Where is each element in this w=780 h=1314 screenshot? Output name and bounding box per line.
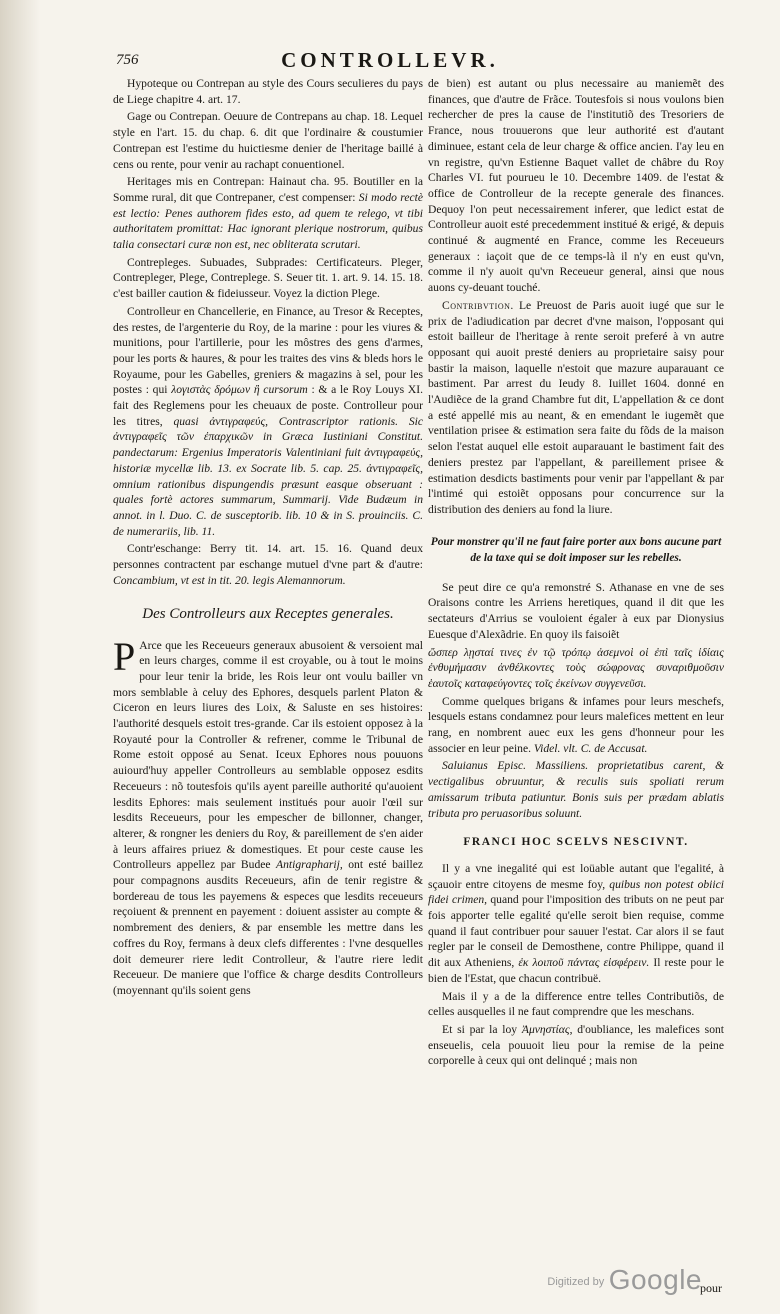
- paragraph-inegalite: [428, 861, 724, 987]
- subheading-rebelles: Pour monstrer qu'il ne faut faire porter aux bons aucune part de la taxe qui se doit imposer sur les rebelles.: [430, 535, 722, 564]
- text-span: Il y a vne inegalité qui est loüable autant que l'egalité, à sçauoir entre citoyens de mesme foy,: [428, 861, 724, 891]
- paragraph-brigans: [428, 694, 724, 757]
- google-logo: Google: [608, 1264, 702, 1295]
- paragraph-saluianus: Saluianus Episc. Massiliens. proprietatibus carent, & vectigalibus obruuntur, & reculis suis spoliati rerum amissarum tributa patiuntur. Bonis suis per prædam ablatis tributa pro peruasoribus soluunt.: [428, 759, 724, 820]
- latin-quote: Antigrapharij,: [276, 858, 343, 872]
- text-span: , d'oubliance, les malefices sont enseuelis, cela pouuoit lieu pour la remise de la peine corporelle à ceux qui ont delinqué ; mais non: [428, 1022, 725, 1068]
- greek-quote-block: ὥσπερ λῃσταί τινες ἐν τῷ τρόπῳ ἀσεμνοὶ οἱ ἐπὶ ταῖς ἰδίαις ἐνθυμήμασιν ἀνθέλκοντες τοὺς σώφρονας συναριθμοῦσιν ἑαυτοῖς καταφεύγοντες τοῖς ἐκείνων συγγενεῦσι.: [428, 645, 724, 690]
- running-title: CONTROLLEVR.: [281, 48, 499, 72]
- latin-quote: quibus non potest obiici fidei crimen,: [428, 877, 724, 907]
- paragraph-controlleur-chancellerie: [113, 304, 423, 540]
- text-span: Controlleur en Chancellerie, en Finance, au Tresor & Receptes, des restes, de l'argenterie du Roy, de la marine : pour les viures & munitions, pour l'artillerie, pour les môstres des gens d'armes, pour les ports & haures, & pour les traites des vins & bleds hors le Royaume, pour les Gabelles, greniers & magazins à sel, pour les postes : qui: [113, 304, 423, 397]
- section-heading: Des Controlleurs aux Receptes generales.: [142, 605, 394, 622]
- paragraph-continuation: de bien) est autant ou plus necessaire au maniemẽt des finances, que d'autre de Frãce. Toutesfois si nous voulons bien rechercher de pres la cause de l'institutiõ des Tresoriers de France, nous trouuerons que leur authorité est d'autant diminuee, estant cela de leur charge & office ancien. I'ay leu en vn registre, qu'vn Estienne Baquet vallet de châbre du Roy Charles VI. fut pourueu le 10. Decembre 1409. de l'estat & office de Controlleur de la recepte generale des finances. Dequoy l'on peut necessairement inferer, que ledict estat de Controlleur auoit esté precedemment institué & erigé, & depuis continué & augmenté en France, comme les Receueurs generaux : iaçoit que de ce temps-là il n'y en eust qu'vn, comme il n'y auoit qu'vn Receueur general, ainsi que nous auons cy-deuant touché.: [428, 77, 724, 295]
- left-column: [113, 76, 423, 999]
- paragraph-athanase: Se peut dire ce qu'a remonstré S. Athanase en vne de ses Oraisons contre les Arriens heretiques, quand il dit que les sectateurs d'Arrius se vouloient égaler à eux par Dionysius Euesque d'Alexãdrie. En quoy ils faisoiẽt: [428, 580, 724, 641]
- right-column: [428, 76, 724, 1069]
- digitized-watermark: [547, 1264, 702, 1296]
- text-span: Contr'eschange: Berry tit. 14. art. 15. 16. Quand deux personnes contractent par eschange mutuel d'vne part & d'autre:: [113, 542, 423, 572]
- text-span: Heritages mis en Contrepan: Hainaut cha. 95. Boutiller en la Somme rural, dit que Contrepaner, c'est compenser:: [113, 175, 423, 204]
- greek-quote: Ἀμνηστίας: [521, 1022, 570, 1036]
- paragraph-difference: Mais il y a de la difference entre telles Contributiõs, de celles ausquelles il ne faut comprendre que les meschans.: [428, 989, 724, 1019]
- greek-quote: λογιστὰς δρόμων ἢ cursorum: [171, 383, 308, 397]
- paragraph-contribution: [428, 298, 724, 518]
- paragraph-heritages: [113, 174, 423, 253]
- text-span: quand pour l'imposition des tributs on ne peut par fois apporter telle egalité qu'elle seroit bien requise, comme quand il faut contribuer pour sauuer l'estat. Car alors il se faut regler par le conseil de Demosthene, contre Philippe, quand il dit aux Atheniens,: [428, 893, 724, 970]
- latin-quote: Si modo rectè est lectio: Penes authorem fides esto, ad quem te relego, vt tibi authoritatem promittat: Hac ignorant plerique nostrorum, quibus talia consectari curæ non est, nec obliterata scrutari.: [113, 190, 423, 252]
- paragraph-amnestie: [428, 1022, 724, 1069]
- latin-quote: Concambium, vt est in tit. 20. legis Alemannorum.: [113, 573, 346, 587]
- latin-reference: Sic ἀντιγραφεῖς τῶν ἐπαρχικῶν in Græca Iustiniani Constitut. pandectarum: Ergenius Imperatoris Valentiniani fuit ἀντιγραφεύς, historiæ mycellæ lib. 13. ex Socrate lib. 5. cap. 25. ἀντιγραφεῖς, omnium rationibus dispungendis præsunt easque obseruant : quales fortè actores summarum, Summarij. Vide Budæum in annot. in l. Duo. C. de susceptorib. lib. 10 & in S. prouinciis. C. de numerariis, lib. 11.: [113, 414, 423, 538]
- subheading-franci: FRANCI HOC SCELVS NESCIVNT.: [463, 836, 689, 849]
- text-span: ont esté baillez pour compagnons ausdits Receueurs, afin de tenir registre & bordereau de tous les payemens & especes que lesdits receueurs reçoiuent & prennent en payement : doiuent assister au compte & nombrement des deniers, & par ensemble les mettre dans les coffres du Roy, fermans à deux clefs differentes : l'vne desquelles doit demeurer riere ledit Controlleur, & l'autre riere ledit Receueur. De maniere que l'office & charge desdits Controlleurs (moyennant qu'ils soient gens: [113, 858, 423, 997]
- text-span: Le Preuost de Paris auoit iugé que sur le prix de l'adiudication par decret d'vne maison, l'opposant qui estoit bailleur de l'heritage à rente seroit preferé à vn autre opposant qui auoit presté deniers au proprietaire saisy pour bastir la maison, laquelle n'estoit que mazure auparauant ce bastiment. Par arrest du Ieudy 8. Iuillet 1604. donné en l'Audiẽce de la grand Chambre fut dit, L'appellation & ce dont a esté appellé mis au neant, & en emendant le iugemẽt que ventilation prisee & estimation sera faite du fõds de la maison selon l'estat auquel elle estoit auparauant le bastiment fait des deniers prestez par l'appellant, & pareillement prisee & estimation desdicts bastiments pour venir par l'appellant & par l'intimé qui estoiẽt opposans pour concurrence sur la distribution des deniers au fond la liure.: [428, 298, 724, 516]
- greek-quote: ἐκ λοιποῦ πάντας εἰσφέρειν.: [518, 956, 650, 970]
- paragraph-hypoteque: Hypoteque ou Contrepan au style des Cours seculieres du pays de Liege chapitre 4. art. 17.: [113, 77, 423, 106]
- paragraph-gage: Gage ou Contrepan. Oeuure de Contrepans au chap. 18. Lequel style en l'art. 15. du chap. 6. dit que l'ordinaire & coustumier Contrepan est l'estime du huictiesme denier de l'heritage baillé à cens ou rente, pour venir au rachapt conuentionel.: [113, 110, 423, 171]
- page-gutter-shadow: [0, 0, 40, 1314]
- entry-term: Contribvtion.: [442, 298, 514, 312]
- digitized-by-label: Digitized by: [547, 1276, 605, 1288]
- catchword: pour: [700, 1281, 722, 1295]
- text-span: Et si par la loy: [442, 1022, 522, 1036]
- latin-quote: quasi ἀντιγραφεύς, Contrascriptor rationis.: [173, 414, 399, 428]
- paragraph-contrepleges: Contrepleges. Subuades, Subprades: Certificateurs. Pleger, Contrepleger, Plege, Contreplege. S. Seuer tit. 1. art. 9. 14. 15. 18. c'est bailler caution & fideiusseur. Voyez la diction Plege.: [113, 255, 423, 301]
- text-span: : & a le Roy Louys XI. fait des Reglemens pour les cheuaux de poste. Controlleur pour les titres,: [113, 383, 424, 428]
- text-span: Il reste pour le bien de l'Estat, que chacun contribuë.: [428, 956, 724, 985]
- paragraph-receueurs: [113, 633, 423, 999]
- paragraph-contreschange: [113, 541, 423, 588]
- page-number: 756: [116, 52, 139, 68]
- drop-cap: P: [113, 633, 136, 679]
- latin-reference: Videl. vlt. C. de Accusat.: [533, 741, 648, 755]
- text-span: Comme quelques brigans & infames pour leurs meschefs, lesquels estans condamnez pour leurs malefices mettent en leur rang, en nombrent auec eux les gens d'honneur pour les associer en leur peine.: [428, 694, 724, 755]
- text-span: Arce que les Receueurs generaux abusoient & versoient mal en leurs charges, comme il est croyable, ou à tout le moins pour leur tenir la bride, les Rois leur ont voulu bailler vn mors semblable à celuy des Ephores, desquels parlent Platon & Ciceron en leurs liures des Loix, & Saluste en ses histoires: l'authorité desquels estoit tres-grande. Car ils estoient opposez à la Royauté pour la Controller & refrener, comme le Tribunal de Rome estoit opposé au Senat. Iceux Ephores nous pouuons auiourd'huy appeller Controlleurs au semblable opposez esdits Receueurs : nõ toutesfois qu'ils ayent pareille authorité qu'auoient lesdits Ephores: mais seulement institués pour auoir l'œil sur lesdits Receueurs, pour les empescher de billonner, changer, alterer, & rongner les deniers du Roy, & pareillement de s'en aider à leurs affaires priuez & domestiques. Et pour ceste cause les Controlleurs appellez par Budee: [113, 638, 423, 872]
